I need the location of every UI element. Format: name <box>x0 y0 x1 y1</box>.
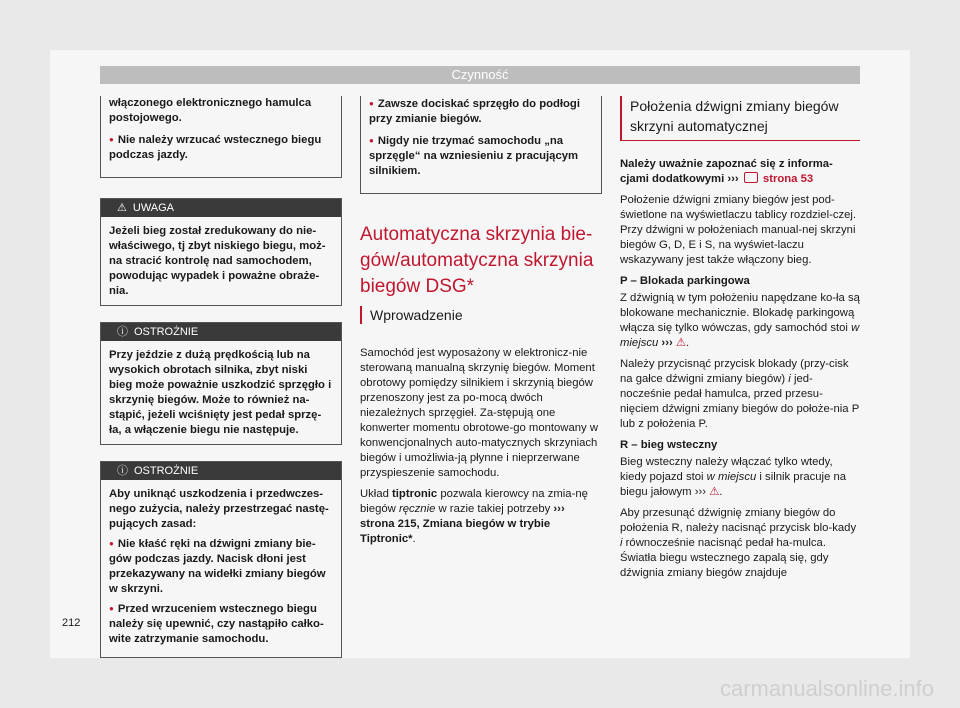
col2-bullet-2: ● Nigdy nie trzymać samochodu „na sprzęgle“ na wzniesieniu z pracującym silnikiem. <box>369 133 593 179</box>
caution-circle-icon: ⓘ <box>117 326 128 338</box>
column-2 <box>360 96 602 553</box>
park-paragraph: Z dźwignią w tym położeniu napędzane ko-ła są blokowane mechanicznie. Blokadę parkingową włącza się tylko wówczas, gdy samochód stoi w miejscu ››› ⚠. <box>620 292 860 349</box>
reverse-paragraph: Bieg wsteczny należy włączać tylko wtedy, kiedy pojazd stoi w miejscu i silnik pracuje na biegu jałowym ››› ⚠. <box>620 456 847 498</box>
warning-text: Jeżeli bieg został zredukowany do nie-właściwego, tj zbyt niskiego biegu, moż-na stracić kontrolę nad samochodem, powodując wypadek i poważne obraże-nia. <box>109 225 326 297</box>
page-header: Czynność <box>100 66 860 84</box>
caution-2-bullet-2: ● Przed wrzuceniem wstecznego biegu należy się upewnić, czy nastąpiło całko-wite zatrzymanie samochodu. <box>109 601 333 647</box>
warning-triangle-icon[interactable]: ⚠ <box>675 337 687 349</box>
caution-continuation-text: włączonego elektronicznego hamulca postojowego. <box>109 97 312 124</box>
caution-box-1-header <box>101 323 341 341</box>
caution-box-2 <box>100 461 342 658</box>
page-number: 212 <box>62 617 81 629</box>
watermark: carmanualsonline.info <box>719 676 934 701</box>
warning-triangle-icon: ⚠ <box>117 202 127 214</box>
column-1 <box>100 96 342 658</box>
caution-2-title: OSTROŻNIE <box>134 465 199 477</box>
caution-1-text: Przy jeździe z dużą prędkością lub na wysokich obrotach silnika, zbyt niski bieg może poważnie uszkodzić sprzęgło i skrzynię biegów. Może to również na-stąpić, jeżeli wciśnięty jest pedał sprzę-ła, a włączenie biegu nie następuje. <box>109 349 332 436</box>
additional-info-note: Należy uważnie zapoznać się z informa-cjami dodatkowymi ››› strona 53 <box>620 158 833 185</box>
intro-paragraph: Samochód jest wyposażony w elektronicz-nie sterowaną manualną skrzynię biegów. Moment obrotowy pomiędzy silnikiem i skrzynią biegów przenoszony jest za po-mocą dwóch niezależnych sprzęgieł. Za-stępują one konwerter momentu obrotowe-go montowany w konwencjonalnych auto-matycznych skrzyniach biegów i umożliwia-ją płynne i nieprzerwane przyspieszenie samochodu. <box>360 347 598 479</box>
caution-box-2-header <box>101 462 341 480</box>
reverse-shift-paragraph: Aby przesunąć dźwignię zmiany biegów do położenia R, należy nacisnąć przycisk blo-kady i równocześnie nacisnąć pedał ha-mulca. Światła biegu wstecznego zapalą się, gdy dźwignia zmiany biegów znajduje <box>620 507 857 579</box>
tiptronic-link[interactable]: ››› strona 215, Zmiana biegów w trybie Tiptronic* <box>360 503 565 545</box>
lock-button-paragraph: Należy przycisnąć przycisk blokady (przy-cisk na gałce dźwigni zmiany biegów) i jed-nocześnie pedał hamulca, przed przesu-nięciem dźwigni zmiany biegów do położe-nia P lub z położenia P. <box>620 358 860 430</box>
caution-circle-icon: ⓘ <box>117 465 128 477</box>
book-icon <box>744 172 758 183</box>
col2-bullet-1: ● Zawsze dociskać sprzęgło do podłogi przy zmianie biegów. <box>369 96 593 127</box>
column-3 <box>620 96 860 587</box>
warning-box <box>100 198 342 306</box>
subsection-heading: Wprowadzenie <box>360 306 602 324</box>
park-heading: P – Blokada parkingowa <box>620 275 750 287</box>
caution-2-intro: Aby uniknąć uszkodzenia i przedwczes-nego zużycia, należy przestrzegać nastę-pujących zasad: <box>109 488 329 530</box>
warning-box-header <box>101 199 341 217</box>
page-53-link[interactable]: strona 53 <box>762 173 814 185</box>
caution-bullet: ● Nie należy wrzucać wstecznego biegu podczas jazdy. <box>109 132 333 163</box>
caution-1-title: OSTROŻNIE <box>134 326 199 338</box>
reverse-heading: R – bieg wsteczny <box>620 439 718 451</box>
warning-title: UWAGA <box>132 202 175 214</box>
caution-continuation-box <box>100 96 342 178</box>
display-paragraph: Położenie dźwigni zmiany biegów jest pod-świetlone na wyświetlaczu tablicy rozdziel-czej. Przy dźwigni w położeniach manual-nej skrzyni biegów G, D, E i S, na wyświet-laczu wskazywany jest także włączony bieg. <box>620 194 857 266</box>
caution-continuation-box-2 <box>360 96 602 194</box>
section-heading: Automatyczna skrzynia bie-gów/automatyczna skrzynia biegów DSG* <box>360 224 594 297</box>
warning-triangle-icon[interactable]: ⚠ <box>709 486 720 498</box>
caution-box-1 <box>100 322 342 445</box>
tiptronic-paragraph: Układ tiptronic pozwala kierowcy na zmia-nę biegów ręcznie w razie takiej potrzeby ››› strona 215, Zmiana biegów w trybie Tiptronic*. <box>360 488 588 545</box>
caution-2-bullet-1: ● Nie kłaść ręki na dźwigni zmiany bie-gów podczas jazdy. Nacisk dłoni jest przekazywany na widełki zmiany biegów w skrzyni. <box>109 536 333 597</box>
caution-2-body <box>101 480 341 657</box>
selector-positions-heading: Położenia dźwigni zmiany biegów skrzyni automatycznej <box>620 96 860 141</box>
